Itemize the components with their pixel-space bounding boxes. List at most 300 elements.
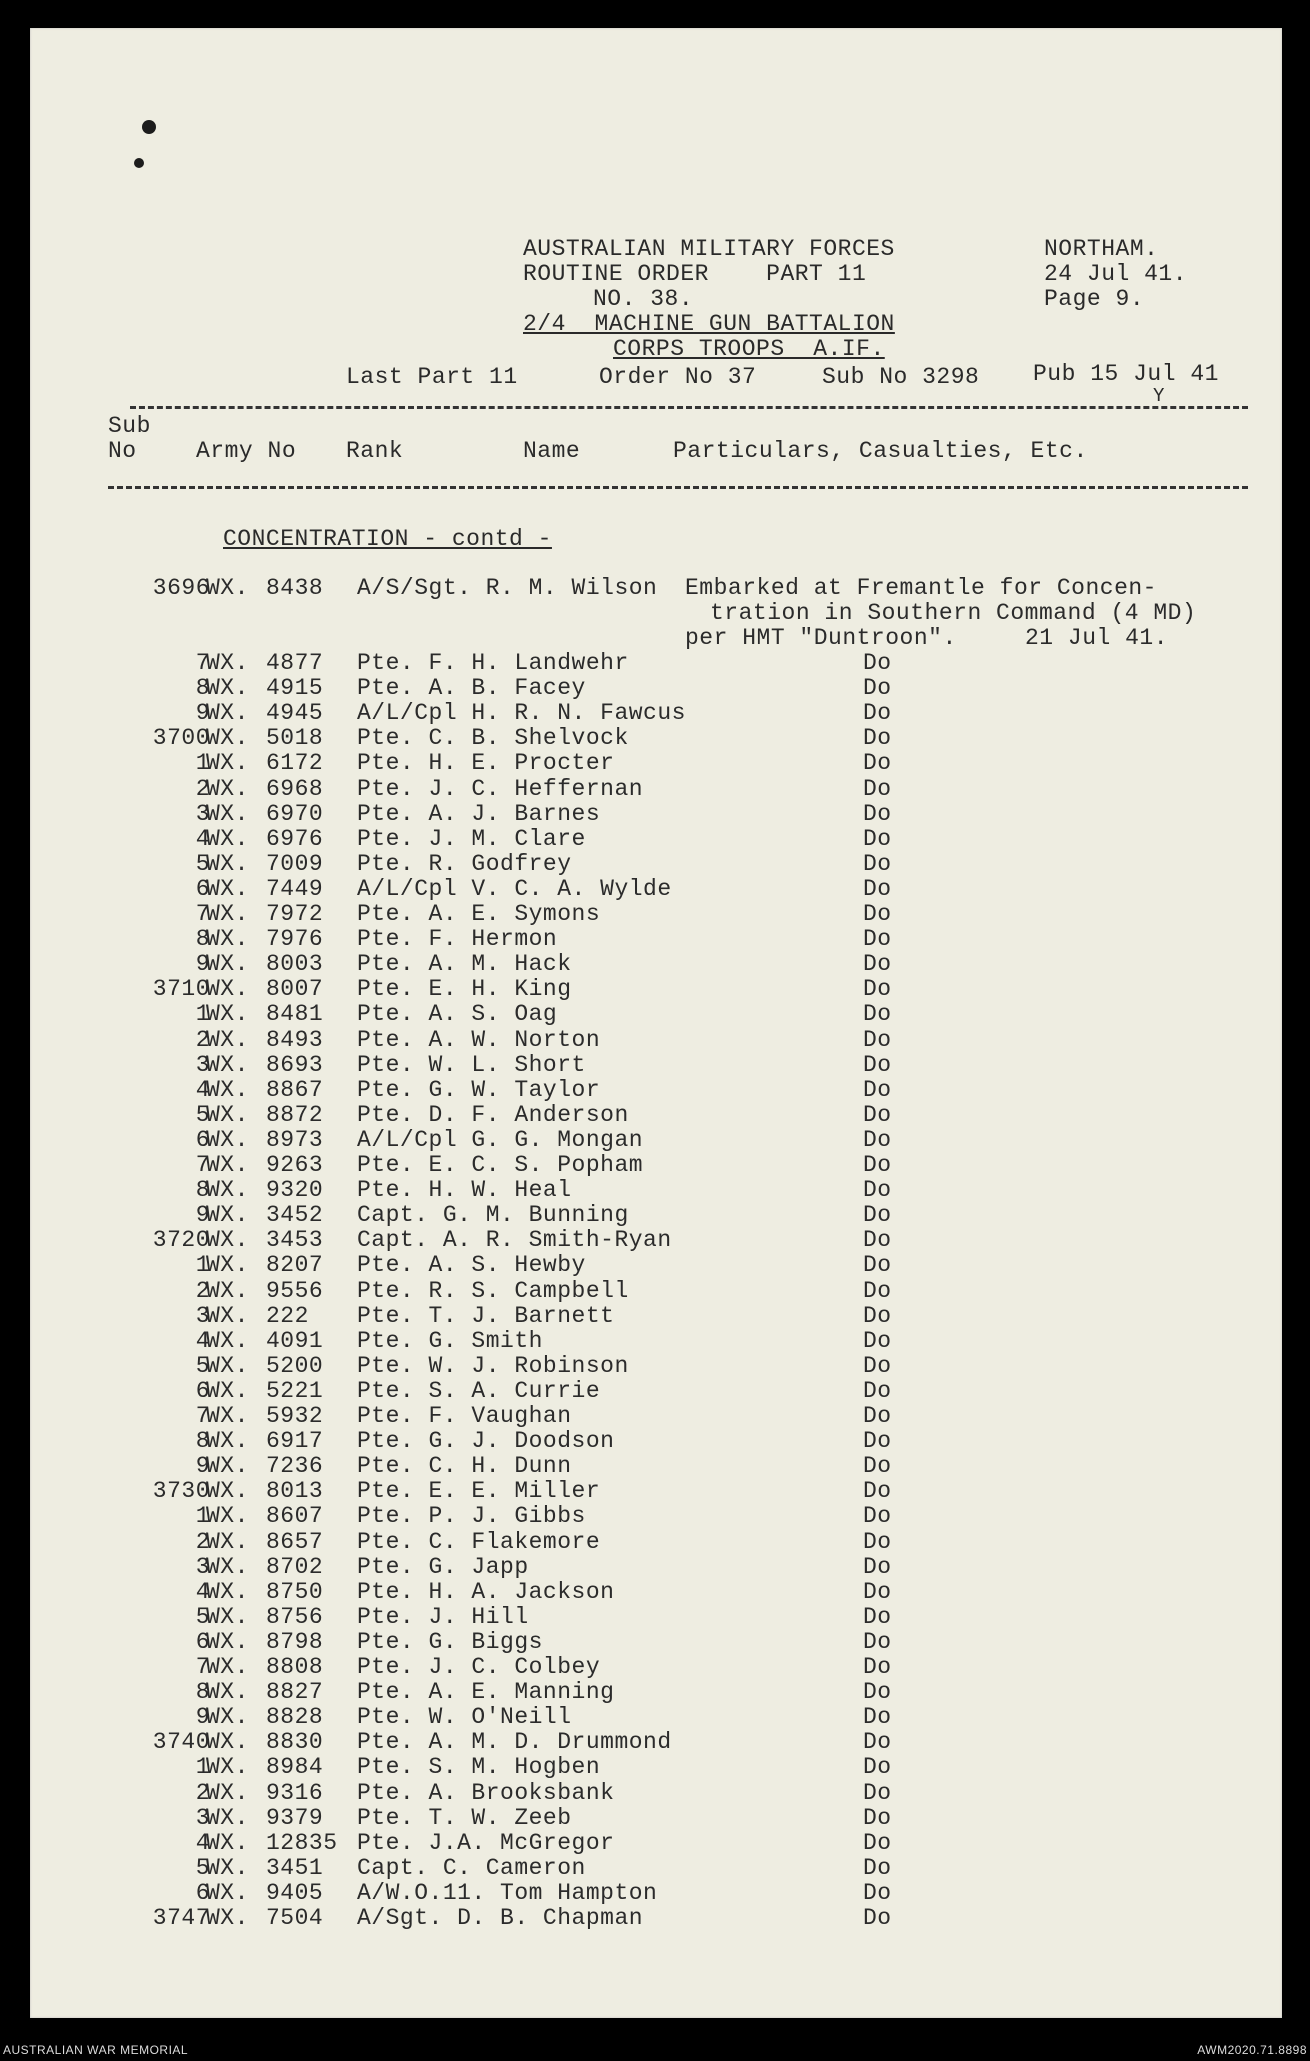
entry-rank-name: Pte. G. W. Taylor	[357, 1076, 601, 1103]
entry-sub-no: 4	[195, 1076, 210, 1103]
table-row	[30, 1453, 1282, 1478]
col-army-no: Army No	[196, 438, 297, 464]
entry-army-no: 8830	[266, 1729, 324, 1756]
entry-rank-name: Pte. H. A. Jackson	[357, 1578, 615, 1605]
table-row	[30, 1052, 1282, 1077]
table-row	[30, 1227, 1282, 1252]
table-row	[30, 725, 1282, 750]
col-particulars: Particulars, Casualties, Etc.	[673, 438, 1088, 464]
entry-prefix: WX.	[206, 700, 249, 727]
rule-top	[130, 406, 1248, 409]
entry-sub-no: 8	[195, 926, 210, 953]
first-army-no: 8438	[266, 575, 324, 601]
entry-army-no: 8013	[266, 1478, 324, 1505]
entry-ditto: Do	[863, 1528, 892, 1555]
entry-army-no: 8798	[266, 1628, 324, 1655]
entry-army-no: 12835	[266, 1829, 338, 1856]
entry-ditto: Do	[863, 1578, 892, 1605]
entry-prefix: WX.	[206, 1779, 249, 1806]
entry-prefix: WX.	[206, 1453, 249, 1480]
entry-prefix: WX.	[206, 1001, 249, 1028]
entry-sub-no: 3	[195, 1051, 210, 1078]
entry-rank-name: Pte. H. E. Procter	[357, 750, 615, 777]
entry-army-no: 222	[266, 1302, 309, 1329]
entry-ditto: Do	[863, 976, 892, 1003]
unit-title: 2/4 MACHINE GUN BATTALION	[523, 311, 895, 337]
entry-prefix: WX.	[206, 1327, 249, 1354]
entry-army-no: 7976	[266, 926, 324, 953]
entry-ditto: Do	[863, 1026, 892, 1053]
entry-prefix: WX.	[206, 1227, 249, 1254]
entry-ditto: Do	[863, 1628, 892, 1655]
entry-ditto: Do	[863, 1051, 892, 1078]
entry-rank-name: Pte. C. H. Dunn	[357, 1453, 572, 1480]
entry-prefix: WX.	[206, 1754, 249, 1781]
table-row	[30, 1353, 1282, 1378]
entry-ditto: Do	[863, 825, 892, 852]
table-row	[30, 1704, 1282, 1729]
entry-prefix: WX.	[206, 1177, 249, 1204]
entry-rank-name: Pte. W. L. Short	[357, 1051, 586, 1078]
table-row	[30, 1654, 1282, 1679]
entry-ditto: Do	[863, 1001, 892, 1028]
entry-prefix: WX.	[206, 951, 249, 978]
entry-army-no: 8828	[266, 1704, 324, 1731]
entry-sub-no: 1	[195, 1001, 210, 1028]
entry-army-no: 4091	[266, 1327, 324, 1354]
first-particulars-3: per HMT "Duntroon".	[685, 625, 957, 651]
footer-reference: AWM2020.71.8898	[1197, 2043, 1307, 2057]
entry-rank-name: A/W.O.11. Tom Hampton	[357, 1879, 658, 1906]
entry-prefix: WX.	[206, 1503, 249, 1530]
entry-rank-name: Pte. A. B. Facey	[357, 675, 586, 702]
document-page	[30, 28, 1282, 2018]
entry-sub-no: 1	[195, 750, 210, 777]
table-row	[30, 1303, 1282, 1328]
rule-bottom	[108, 486, 1248, 489]
entry-ditto: Do	[863, 901, 892, 927]
entry-ditto: Do	[863, 1704, 892, 1731]
entry-ditto: Do	[863, 775, 892, 802]
entry-sub-no: 9	[195, 1202, 210, 1229]
entry-prefix: WX.	[206, 1804, 249, 1831]
entry-prefix: WX.	[206, 1277, 249, 1304]
first-date: 21 Jul 41.	[1025, 625, 1169, 651]
entry-ditto: Do	[863, 1854, 892, 1881]
sub-no-ref: Sub No 3298	[822, 364, 980, 390]
entry-ditto: Do	[863, 875, 892, 902]
entry-sub-no: 2	[195, 1026, 210, 1053]
table-row	[30, 1328, 1282, 1353]
entry-sub-no: 2	[195, 775, 210, 802]
entry-sub-no: 5	[195, 1854, 210, 1881]
entry-ditto: Do	[863, 1754, 892, 1781]
entry-rank-name: Pte. G. Japp	[357, 1553, 529, 1580]
entry-ditto: Do	[863, 951, 892, 978]
entry-rank-name: Pte. E. E. Miller	[357, 1478, 601, 1505]
entry-army-no: 9320	[266, 1177, 324, 1204]
entry-army-no: 9405	[266, 1879, 324, 1906]
entry-ditto: Do	[863, 725, 892, 752]
entry-ditto: Do	[863, 850, 892, 877]
entry-army-no: 8207	[266, 1252, 324, 1279]
entry-rank-name: Pte. F. H. Landwehr	[357, 650, 629, 676]
entry-prefix: WX.	[206, 1704, 249, 1731]
entry-prefix: WX.	[206, 850, 249, 877]
entry-rank-name: Pte. A. Brooksbank	[357, 1779, 615, 1806]
col-name: Name	[523, 438, 581, 464]
entry-army-no: 8872	[266, 1101, 324, 1128]
entry-prefix: WX.	[206, 1679, 249, 1706]
entry-sub-no: 3700	[152, 725, 210, 752]
entry-ditto: Do	[863, 1553, 892, 1580]
entry-army-no: 4877	[266, 650, 324, 676]
entry-army-no: 9556	[266, 1277, 324, 1304]
first-particulars-2: tration in Southern Command (4 MD)	[710, 600, 1197, 626]
entry-ditto: Do	[863, 1126, 892, 1153]
entry-rank-name: Pte. A. M. Hack	[357, 951, 572, 978]
entry-army-no: 8984	[266, 1754, 324, 1781]
entry-rank-name: Pte. C. Flakemore	[357, 1528, 601, 1555]
entry-army-no: 8607	[266, 1503, 324, 1530]
entry-prefix: WX.	[206, 1101, 249, 1128]
entry-ditto: Do	[863, 1905, 892, 1931]
entry-ditto: Do	[863, 1779, 892, 1806]
entry-army-no: 9379	[266, 1804, 324, 1831]
entry-sub-no: 8	[195, 1428, 210, 1455]
entry-sub-no: 5	[195, 1352, 210, 1379]
place: NORTHAM.	[1044, 236, 1159, 262]
entry-sub-no: 6	[195, 1879, 210, 1906]
entry-prefix: WX.	[206, 1729, 249, 1756]
entry-prefix: WX.	[206, 1202, 249, 1229]
entry-army-no: 5018	[266, 725, 324, 752]
entry-sub-no: 7	[195, 1654, 210, 1680]
entry-sub-no: 9	[195, 1453, 210, 1480]
entry-army-no: 8756	[266, 1603, 324, 1630]
entry-rank-name: Pte. J. Hill	[357, 1603, 529, 1630]
entry-sub-no: 9	[195, 1704, 210, 1731]
entry-sub-no: 6	[195, 875, 210, 902]
entry-rank-name: Capt. C. Cameron	[357, 1854, 586, 1881]
entry-prefix: WX.	[206, 800, 249, 827]
table-row	[30, 675, 1282, 700]
entry-prefix: WX.	[206, 926, 249, 953]
table-row	[30, 1554, 1282, 1579]
entry-sub-no: 3710	[152, 976, 210, 1003]
entry-sub-no: 2	[195, 1277, 210, 1304]
first-particulars-1: Embarked at Fremantle for Concen-	[685, 575, 1157, 601]
table-row	[30, 1478, 1282, 1503]
entry-sub-no: 7	[195, 901, 210, 927]
entry-ditto: Do	[863, 1804, 892, 1831]
entry-rank-name: A/L/Cpl G. G. Mongan	[357, 1126, 644, 1153]
punch-hole-left	[134, 158, 144, 168]
entry-prefix: WX.	[206, 901, 249, 927]
table-row	[30, 1378, 1282, 1403]
table-row	[30, 851, 1282, 876]
entry-prefix: WX.	[206, 1553, 249, 1580]
entry-rank-name: Capt. G. M. Bunning	[357, 1202, 629, 1229]
entry-ditto: Do	[863, 1679, 892, 1706]
entry-sub-no: 3	[195, 1804, 210, 1831]
entry-ditto: Do	[863, 926, 892, 953]
entry-army-no: 9316	[266, 1779, 324, 1806]
entry-army-no: 5200	[266, 1352, 324, 1379]
entry-rank-name: Pte. P. J. Gibbs	[357, 1503, 586, 1530]
entry-rank-name: Pte. A. M. D. Drummond	[357, 1729, 672, 1756]
entry-ditto: Do	[863, 1453, 892, 1480]
entry-rank-name: A/L/Cpl V. C. A. Wylde	[357, 875, 672, 902]
entry-army-no: 8007	[266, 976, 324, 1003]
entry-prefix: WX.	[206, 1854, 249, 1881]
footer-credit: AUSTRALIAN WAR MEMORIAL	[3, 2043, 189, 2057]
entry-ditto: Do	[863, 1403, 892, 1429]
entry-rank-name: A/Sgt. D. B. Chapman	[357, 1905, 644, 1931]
table-row	[30, 951, 1282, 976]
first-rank-name: A/S/Sgt. R. M. Wilson	[357, 575, 658, 601]
entry-prefix: WX.	[206, 1126, 249, 1153]
entry-ditto: Do	[863, 1879, 892, 1906]
entry-rank-name: Pte. T. J. Barnett	[357, 1302, 615, 1329]
table-row	[30, 1604, 1282, 1629]
table-row	[30, 1729, 1282, 1754]
entry-army-no: 8973	[266, 1126, 324, 1153]
entry-rank-name: Pte. C. B. Shelvock	[357, 725, 629, 752]
table-row	[30, 1579, 1282, 1604]
entry-ditto: Do	[863, 1503, 892, 1530]
entry-sub-no: 4	[195, 1829, 210, 1856]
entry-sub-no: 7	[195, 650, 210, 676]
entry-prefix: WX.	[206, 675, 249, 702]
entry-rank-name: Pte. T. W. Zeeb	[357, 1804, 572, 1831]
entry-sub-no: 1	[195, 1252, 210, 1279]
entry-army-no: 7009	[266, 850, 324, 877]
entry-army-no: 8693	[266, 1051, 324, 1078]
entry-army-no: 5932	[266, 1403, 324, 1429]
entry-sub-no: 3730	[152, 1478, 210, 1505]
entry-army-no: 8808	[266, 1654, 324, 1680]
entry-ditto: Do	[863, 800, 892, 827]
table-row	[30, 1252, 1282, 1277]
entry-prefix: WX.	[206, 1603, 249, 1630]
entry-army-no: 3452	[266, 1202, 324, 1229]
entry-rank-name: Pte. J.A. McGregor	[357, 1829, 615, 1856]
corps-title: CORPS TROOPS A.IF.	[613, 336, 885, 362]
entry-rank-name: Pte. D. F. Anderson	[357, 1101, 629, 1128]
entry-sub-no: 3747	[152, 1905, 210, 1931]
entry-sub-no: 4	[195, 1327, 210, 1354]
order-no-ref: Order No 37	[599, 364, 757, 390]
punch-hole-top	[142, 120, 156, 134]
table-row	[30, 976, 1282, 1001]
entry-prefix: WX.	[206, 1252, 249, 1279]
entry-rank-name: Pte. W. O'Neill	[357, 1704, 572, 1731]
entry-prefix: WX.	[206, 1026, 249, 1053]
entry-army-no: 8657	[266, 1528, 324, 1555]
entry-ditto: Do	[863, 700, 892, 727]
entry-prefix: WX.	[206, 1654, 249, 1680]
entry-rank-name: Pte. S. A. Currie	[357, 1377, 601, 1404]
entry-prefix: WX.	[206, 1051, 249, 1078]
entry-prefix: WX.	[206, 1302, 249, 1329]
entry-ditto: Do	[863, 1603, 892, 1630]
entry-ditto: Do	[863, 1101, 892, 1128]
table-row	[30, 901, 1282, 926]
col-sub: No	[108, 438, 137, 464]
entry-sub-no: 7	[195, 1152, 210, 1178]
first-sub: 3696	[152, 575, 210, 601]
entry-rank-name: Pte. G. Smith	[357, 1327, 543, 1354]
entry-prefix: WX.	[206, 1905, 249, 1931]
entry-sub-no: 8	[195, 675, 210, 702]
entry-prefix: WX.	[206, 875, 249, 902]
entry-prefix: WX.	[206, 1628, 249, 1655]
entry-rank-name: Pte. J. C. Colbey	[357, 1654, 601, 1680]
entry-army-no: 9263	[266, 1152, 324, 1178]
entry-rank-name: Pte. R. Godfrey	[357, 850, 572, 877]
entry-ditto: Do	[863, 675, 892, 702]
table-row	[30, 1278, 1282, 1303]
entry-army-no: 7236	[266, 1453, 324, 1480]
entry-prefix: WX.	[206, 1403, 249, 1429]
entry-rank-name: Capt. A. R. Smith-Ryan	[357, 1227, 672, 1254]
entry-army-no: 4915	[266, 675, 324, 702]
entry-sub-no: 8	[195, 1177, 210, 1204]
entry-prefix: WX.	[206, 1528, 249, 1555]
table-row	[30, 1780, 1282, 1805]
entry-rank-name: Pte. H. W. Heal	[357, 1177, 572, 1204]
entry-prefix: WX.	[206, 750, 249, 777]
entry-sub-no: 2	[195, 1779, 210, 1806]
table-row	[30, 1679, 1282, 1704]
table-row	[30, 750, 1282, 775]
table-row	[30, 1905, 1282, 1930]
entry-sub-no: 1	[195, 1503, 210, 1530]
entry-rank-name: A/L/Cpl H. R. N. Fawcus	[357, 700, 686, 727]
entry-prefix: WX.	[206, 650, 249, 676]
table-row	[30, 1127, 1282, 1152]
entry-sub-no: 5	[195, 850, 210, 877]
entry-ditto: Do	[863, 1076, 892, 1103]
table-row	[30, 1754, 1282, 1779]
entry-prefix: WX.	[206, 1478, 249, 1505]
entry-army-no: 8481	[266, 1001, 324, 1028]
table-row	[30, 1152, 1282, 1177]
entry-ditto: Do	[863, 750, 892, 777]
entry-army-no: 5221	[266, 1377, 324, 1404]
entry-sub-no: 9	[195, 951, 210, 978]
entry-sub-no: 7	[195, 1403, 210, 1429]
entry-army-no: 6968	[266, 775, 324, 802]
table-row	[30, 926, 1282, 951]
entry-rank-name: Pte. G. Biggs	[357, 1628, 543, 1655]
entry-sub-no: 5	[195, 1603, 210, 1630]
table-row	[30, 1403, 1282, 1428]
entry-sub-no: 8	[195, 1679, 210, 1706]
entry-army-no: 8750	[266, 1578, 324, 1605]
table-row	[30, 1027, 1282, 1052]
entry-sub-no: 3	[195, 1302, 210, 1329]
section-title: CONCENTRATION - contd -	[223, 526, 552, 552]
entry-sub-no: 6	[195, 1126, 210, 1153]
entry-ditto: Do	[863, 1829, 892, 1856]
entry-prefix: WX.	[206, 725, 249, 752]
entry-sub-no: 2	[195, 1528, 210, 1555]
table-row	[30, 1077, 1282, 1102]
entry-sub-no: 1	[195, 1754, 210, 1781]
entry-rank-name: Pte. A. E. Manning	[357, 1679, 615, 1706]
entry-prefix: WX.	[206, 1377, 249, 1404]
entry-sub-no: 3720	[152, 1227, 210, 1254]
published-mark: Y	[1153, 385, 1165, 407]
entry-prefix: WX.	[206, 1152, 249, 1178]
entry-army-no: 8003	[266, 951, 324, 978]
date: 24 Jul 41.	[1044, 261, 1188, 287]
table-row	[30, 876, 1282, 901]
entry-ditto: Do	[863, 1152, 892, 1178]
table-row	[30, 801, 1282, 826]
footer-bar	[0, 2039, 1310, 2061]
entry-ditto: Do	[863, 1654, 892, 1680]
entry-rank-name: Pte. E. C. S. Popham	[357, 1152, 644, 1178]
table-row	[30, 1102, 1282, 1127]
entry-sub-no: 6	[195, 1628, 210, 1655]
entry-ditto: Do	[863, 1478, 892, 1505]
entry-army-no: 6976	[266, 825, 324, 852]
entry-prefix: WX.	[206, 1076, 249, 1103]
entry-ditto: Do	[863, 1377, 892, 1404]
entry-army-no: 4945	[266, 700, 324, 727]
table-row	[30, 776, 1282, 801]
table-row	[30, 1880, 1282, 1905]
table-row	[30, 1428, 1282, 1453]
org-title: AUSTRALIAN MILITARY FORCES	[523, 236, 895, 262]
page-number: Page 9.	[1044, 286, 1145, 312]
entry-rank-name: Pte. S. M. Hogben	[357, 1754, 601, 1781]
table-row	[30, 1855, 1282, 1880]
entry-army-no: 8827	[266, 1679, 324, 1706]
entry-army-no: 7449	[266, 875, 324, 902]
entry-army-no: 3453	[266, 1227, 324, 1254]
entry-army-no: 8493	[266, 1026, 324, 1053]
entry-rank-name: Pte. E. H. King	[357, 976, 572, 1003]
entry-prefix: WX.	[206, 1578, 249, 1605]
entry-rank-name: Pte. A. S. Hewby	[357, 1252, 586, 1279]
entry-ditto: Do	[863, 1252, 892, 1279]
entry-ditto: Do	[863, 1277, 892, 1304]
entry-ditto: Do	[863, 1729, 892, 1756]
table-row	[30, 1202, 1282, 1227]
entry-rank-name: Pte. A. E. Symons	[357, 901, 601, 927]
table-row	[30, 1529, 1282, 1554]
entry-army-no: 3451	[266, 1854, 324, 1881]
entry-army-no: 7504	[266, 1905, 324, 1931]
entry-rank-name: Pte. F. Vaughan	[357, 1403, 572, 1429]
entry-sub-no: 5	[195, 1101, 210, 1128]
entry-army-no: 8867	[266, 1076, 324, 1103]
entry-army-no: 7972	[266, 901, 324, 927]
entry-sub-no: 3	[195, 800, 210, 827]
entry-rank-name: Pte. G. J. Doodson	[357, 1428, 615, 1455]
entry-ditto: Do	[863, 1177, 892, 1204]
published-date: Pub 15 Jul 41	[1033, 361, 1219, 387]
entry-rank-name: Pte. A. S. Oag	[357, 1001, 558, 1028]
entry-prefix: WX.	[206, 825, 249, 852]
entry-prefix: WX.	[206, 1428, 249, 1455]
entry-rank-name: Pte. A. J. Barnes	[357, 800, 601, 827]
table-row	[30, 1177, 1282, 1202]
